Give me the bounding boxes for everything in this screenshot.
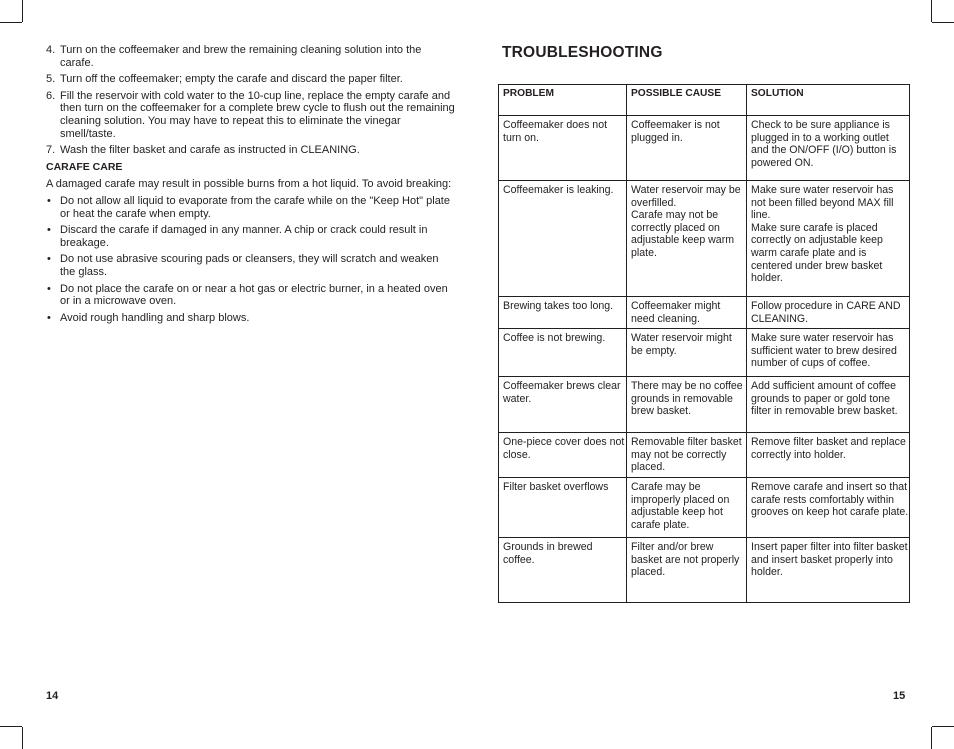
problem-cell: Coffeemaker brews clear water. [499, 377, 627, 433]
list-item [46, 224, 456, 249]
solution-cell: Remove filter basket and replace correctly into holder. [747, 433, 910, 478]
step-item [46, 44, 456, 69]
solution-cell: Make sure water reservoir has not been filled beyond MAX fill line. Make sure carafe is placed correctly on adjustable keep warm carafe plate and is centered under brew basket holder. [747, 181, 910, 297]
crop-mark-bottom-right-h [932, 726, 954, 727]
bullet-icon: • [47, 282, 51, 295]
bullet-text: Do not allow all liquid to evaporate from the carafe while on the "Keep Hot" plate or heat the carafe when empty. [60, 194, 450, 220]
table-row [499, 433, 910, 478]
list-item [46, 253, 456, 278]
step-text: Turn on the coffeemaker and brew the remaining cleaning solution into the carafe. [60, 44, 422, 69]
step-number: 6. [46, 89, 56, 102]
list-item [46, 312, 456, 325]
step-number: 4. [46, 44, 56, 56]
table-row [499, 377, 910, 433]
table-row [499, 297, 910, 329]
crop-mark-bottom-left-h [0, 726, 22, 727]
carafe-care-intro: A damaged carafe may result in possible burns from a hot liquid. To avoid breaking: [46, 178, 452, 191]
solution-cell: Remove carafe and insert so that carafe rests comfortably within grooves on keep hot carafe plate. [747, 478, 910, 538]
column-header-problem: PROBLEM [499, 85, 627, 116]
solution-cell: Add sufficient amount of coffee grounds to paper or gold tone filter in removable brew basket. [747, 377, 910, 433]
problem-cell: Coffeemaker is leaking. [499, 181, 627, 297]
solution-cell: Check to be sure appliance is plugged in to a working outlet and the ON/OFF (I/O) button is powered ON. [747, 116, 910, 181]
cause-cell: Water reservoir might be empty. [627, 329, 747, 377]
table-header-row [499, 85, 910, 116]
list-item [46, 283, 456, 308]
carafe-care-heading: CARAFE CARE [46, 160, 123, 173]
cause-cell: Filter and/or brew basket are not properly placed. [627, 538, 747, 603]
bullet-text: Do not place the carafe on or near a hot gas or electric burner, in a heated oven or in a microwave oven. [60, 282, 448, 308]
crop-mark-bottom-right [931, 727, 932, 749]
page-number-right: 15 [893, 690, 906, 702]
problem-cell: Grounds in brewed coffee. [499, 538, 627, 603]
bullet-icon: • [47, 311, 51, 324]
cause-cell: Water reservoir may be overfilled. Carafe may not be correctly placed on adjustable keep warm plate. [627, 181, 747, 297]
table-row [499, 116, 910, 181]
step-item [46, 73, 456, 86]
column-header-solution: SOLUTION [747, 85, 910, 116]
problem-cell: One-piece cover does not close. [499, 433, 627, 478]
step-text: Wash the filter basket and carafe as instructed in CLEANING. [60, 144, 360, 157]
bullet-text: Do not use abrasive scouring pads or cleansers, they will scratch and weaken the glass. [60, 253, 439, 278]
table-row [499, 538, 910, 603]
cause-cell: Removable filter basket may not be correctly placed. [627, 433, 747, 478]
problem-cell: Coffeemaker does not turn on. [499, 116, 627, 181]
cleaning-steps-list [46, 44, 456, 157]
list-item [46, 195, 456, 220]
solution-cell: Make sure water reservoir has sufficient water to brew desired number of cups of coffee. [747, 329, 910, 377]
step-text: Fill the reservoir with cold water to the 10-cup line, replace the empty carafe and then turn on the coffeemaker for a complete brew cycle to flush out the remaining cleaning solution. You may have to repeat this to eliminate the vinegar smell/taste. [60, 89, 455, 140]
solution-cell: Insert paper filter into filter basket and insert basket properly into holder. [747, 538, 910, 603]
crop-mark-top-left [22, 0, 23, 22]
crop-mark-top-left-h [0, 22, 22, 23]
troubleshooting-table [498, 84, 910, 603]
step-number: 5. [46, 73, 56, 86]
crop-mark-top-right [931, 0, 932, 22]
table-row [499, 329, 910, 377]
cause-cell: Coffeemaker is not plugged in. [627, 116, 747, 181]
cause-cell: There may be no coffee grounds in removable brew basket. [627, 377, 747, 433]
table-body [499, 116, 910, 603]
step-number: 7. [46, 144, 56, 157]
table-row [499, 181, 910, 297]
column-header-cause: POSSIBLE CAUSE [627, 85, 747, 116]
bullet-icon: • [47, 253, 51, 266]
cause-cell: Carafe may be improperly placed on adjustable keep hot carafe plate. [627, 478, 747, 538]
carafe-care-list [46, 195, 456, 324]
page-title: TROUBLESHOOTING [502, 44, 663, 61]
crop-mark-top-right-h [932, 22, 954, 23]
page-number-left: 14 [46, 690, 59, 702]
cause-cell: Coffeemaker might need cleaning. [627, 297, 747, 329]
step-text: Turn off the coffeemaker; empty the carafe and discard the paper filter. [60, 73, 403, 86]
left-page-content [46, 44, 456, 328]
problem-cell: Brewing takes too long. [499, 297, 627, 329]
problem-cell: Coffee is not brewing. [499, 329, 627, 377]
bullet-icon: • [47, 224, 51, 237]
solution-cell: Follow procedure in CARE AND CLEANING. [747, 297, 910, 329]
bullet-text: Discard the carafe if damaged in any manner. A chip or crack could result in breakage. [60, 224, 428, 249]
step-item [46, 144, 456, 157]
step-item [46, 90, 456, 140]
bullet-icon: • [47, 194, 51, 207]
problem-cell: Filter basket overflows [499, 478, 627, 538]
table-row [499, 478, 910, 538]
bullet-text: Avoid rough handling and sharp blows. [60, 311, 250, 324]
crop-mark-bottom-left [22, 727, 23, 749]
